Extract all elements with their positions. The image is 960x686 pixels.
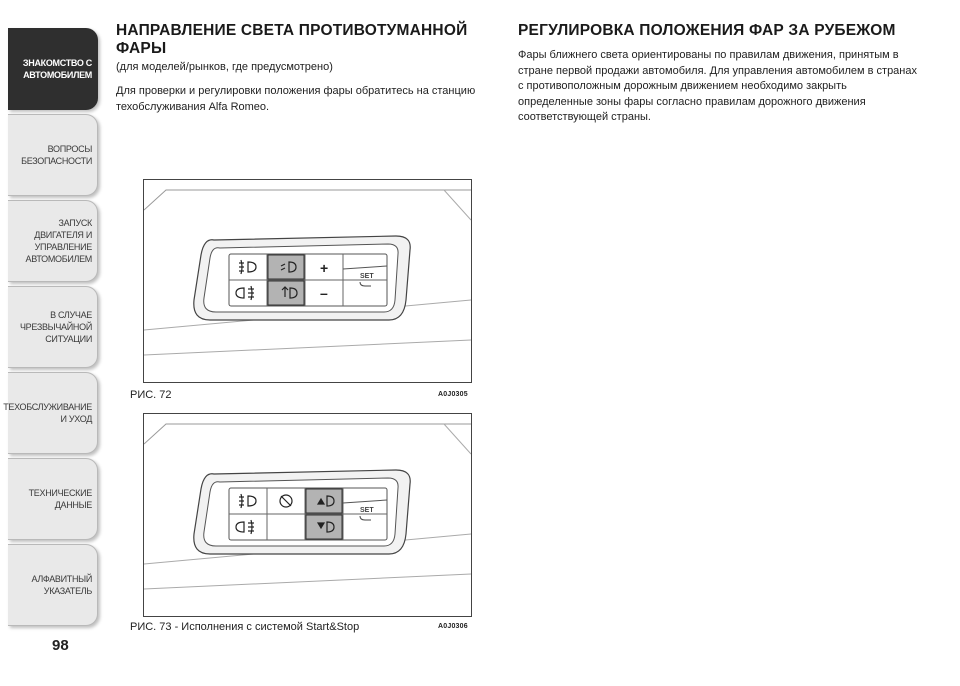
fog-light-heading: НАПРАВЛЕНИЕ СВЕТА ПРОТИВОТУМАННОЙ ФАРЫ — [116, 22, 468, 57]
fog-light-paragraph: Для проверки и регулировки положения фары обратитесь на станцию техобслуживания Alfa Romeo. — [116, 85, 476, 113]
headlight-abroad-heading: РЕГУЛИРОВКА ПОЛОЖЕНИЯ ФАР ЗА РУБЕЖОМ — [518, 22, 896, 39]
headlight-abroad-section — [518, 22, 918, 126]
set-label: SET — [360, 273, 374, 280]
fog-light-subtitle: (для моделей/рынков, где предусмотрено) — [116, 61, 333, 73]
fog-light-section — [116, 22, 476, 115]
page-number: 98 — [52, 637, 69, 654]
chapter-sidebar — [0, 0, 104, 686]
sidebar-tab-index[interactable]: АЛФАВИТНЫЙ УКАЗАТЕЛЬ — [8, 544, 98, 626]
figure-72 — [143, 179, 472, 383]
sidebar-tab-emergency[interactable]: В СЛУЧАЕ ЧРЕЗВЫЧАЙНОЙ СИТУАЦИИ — [8, 286, 98, 368]
headlight-abroad-paragraph: Фары ближнего света ориентированы по правилам движения, принятым в стране первой продажи автомобиля. Для управления автомобилем в странах с противоположным дорожным движением необходимо закрыть определенные зоны фары согласно правилам дорожного движения соответствующей страны. — [518, 49, 917, 123]
light-switch-panel-illustration — [144, 180, 471, 382]
figure-72-caption: РИС. 72 — [130, 389, 172, 401]
headlight-button-highlighted — [268, 255, 304, 279]
figure-73 — [143, 413, 472, 617]
plus-symbol: + — [320, 260, 329, 276]
light-switch-panel-start-stop-illustration — [144, 414, 471, 616]
figure-73-caption: РИС. 73 - Исполнения с системой Start&Stop — [130, 621, 360, 633]
set-label: SET — [360, 507, 374, 514]
sidebar-tab-maintenance[interactable]: ТЕХОБСЛУЖИВАНИЕ И УХОД — [8, 372, 98, 454]
sidebar-tab-starting-driving[interactable]: ЗАПУСК ДВИГАТЕЛЯ И УПРАВЛЕНИЕ АВТОМОБИЛЕМ — [8, 200, 98, 282]
headlight-level-button-highlighted — [268, 281, 304, 305]
sidebar-tab-safety[interactable]: ВОПРОСЫ БЕЗОПАСНОСТИ — [8, 114, 98, 196]
minus-symbol: – — [320, 285, 328, 301]
sidebar-tab-technical-data[interactable]: ТЕХНИЧЕСКИЕ ДАННЫЕ — [8, 458, 98, 540]
sidebar-tab-getting-to-know[interactable]: ЗНАКОМСТВО С АВТОМОБИЛЕМ — [8, 28, 98, 110]
figure-72-code: A0J0305 — [438, 391, 468, 398]
beam-down-button-highlighted — [306, 515, 342, 539]
figure-73-code: A0J0306 — [438, 623, 468, 630]
beam-up-button-highlighted — [306, 489, 342, 513]
